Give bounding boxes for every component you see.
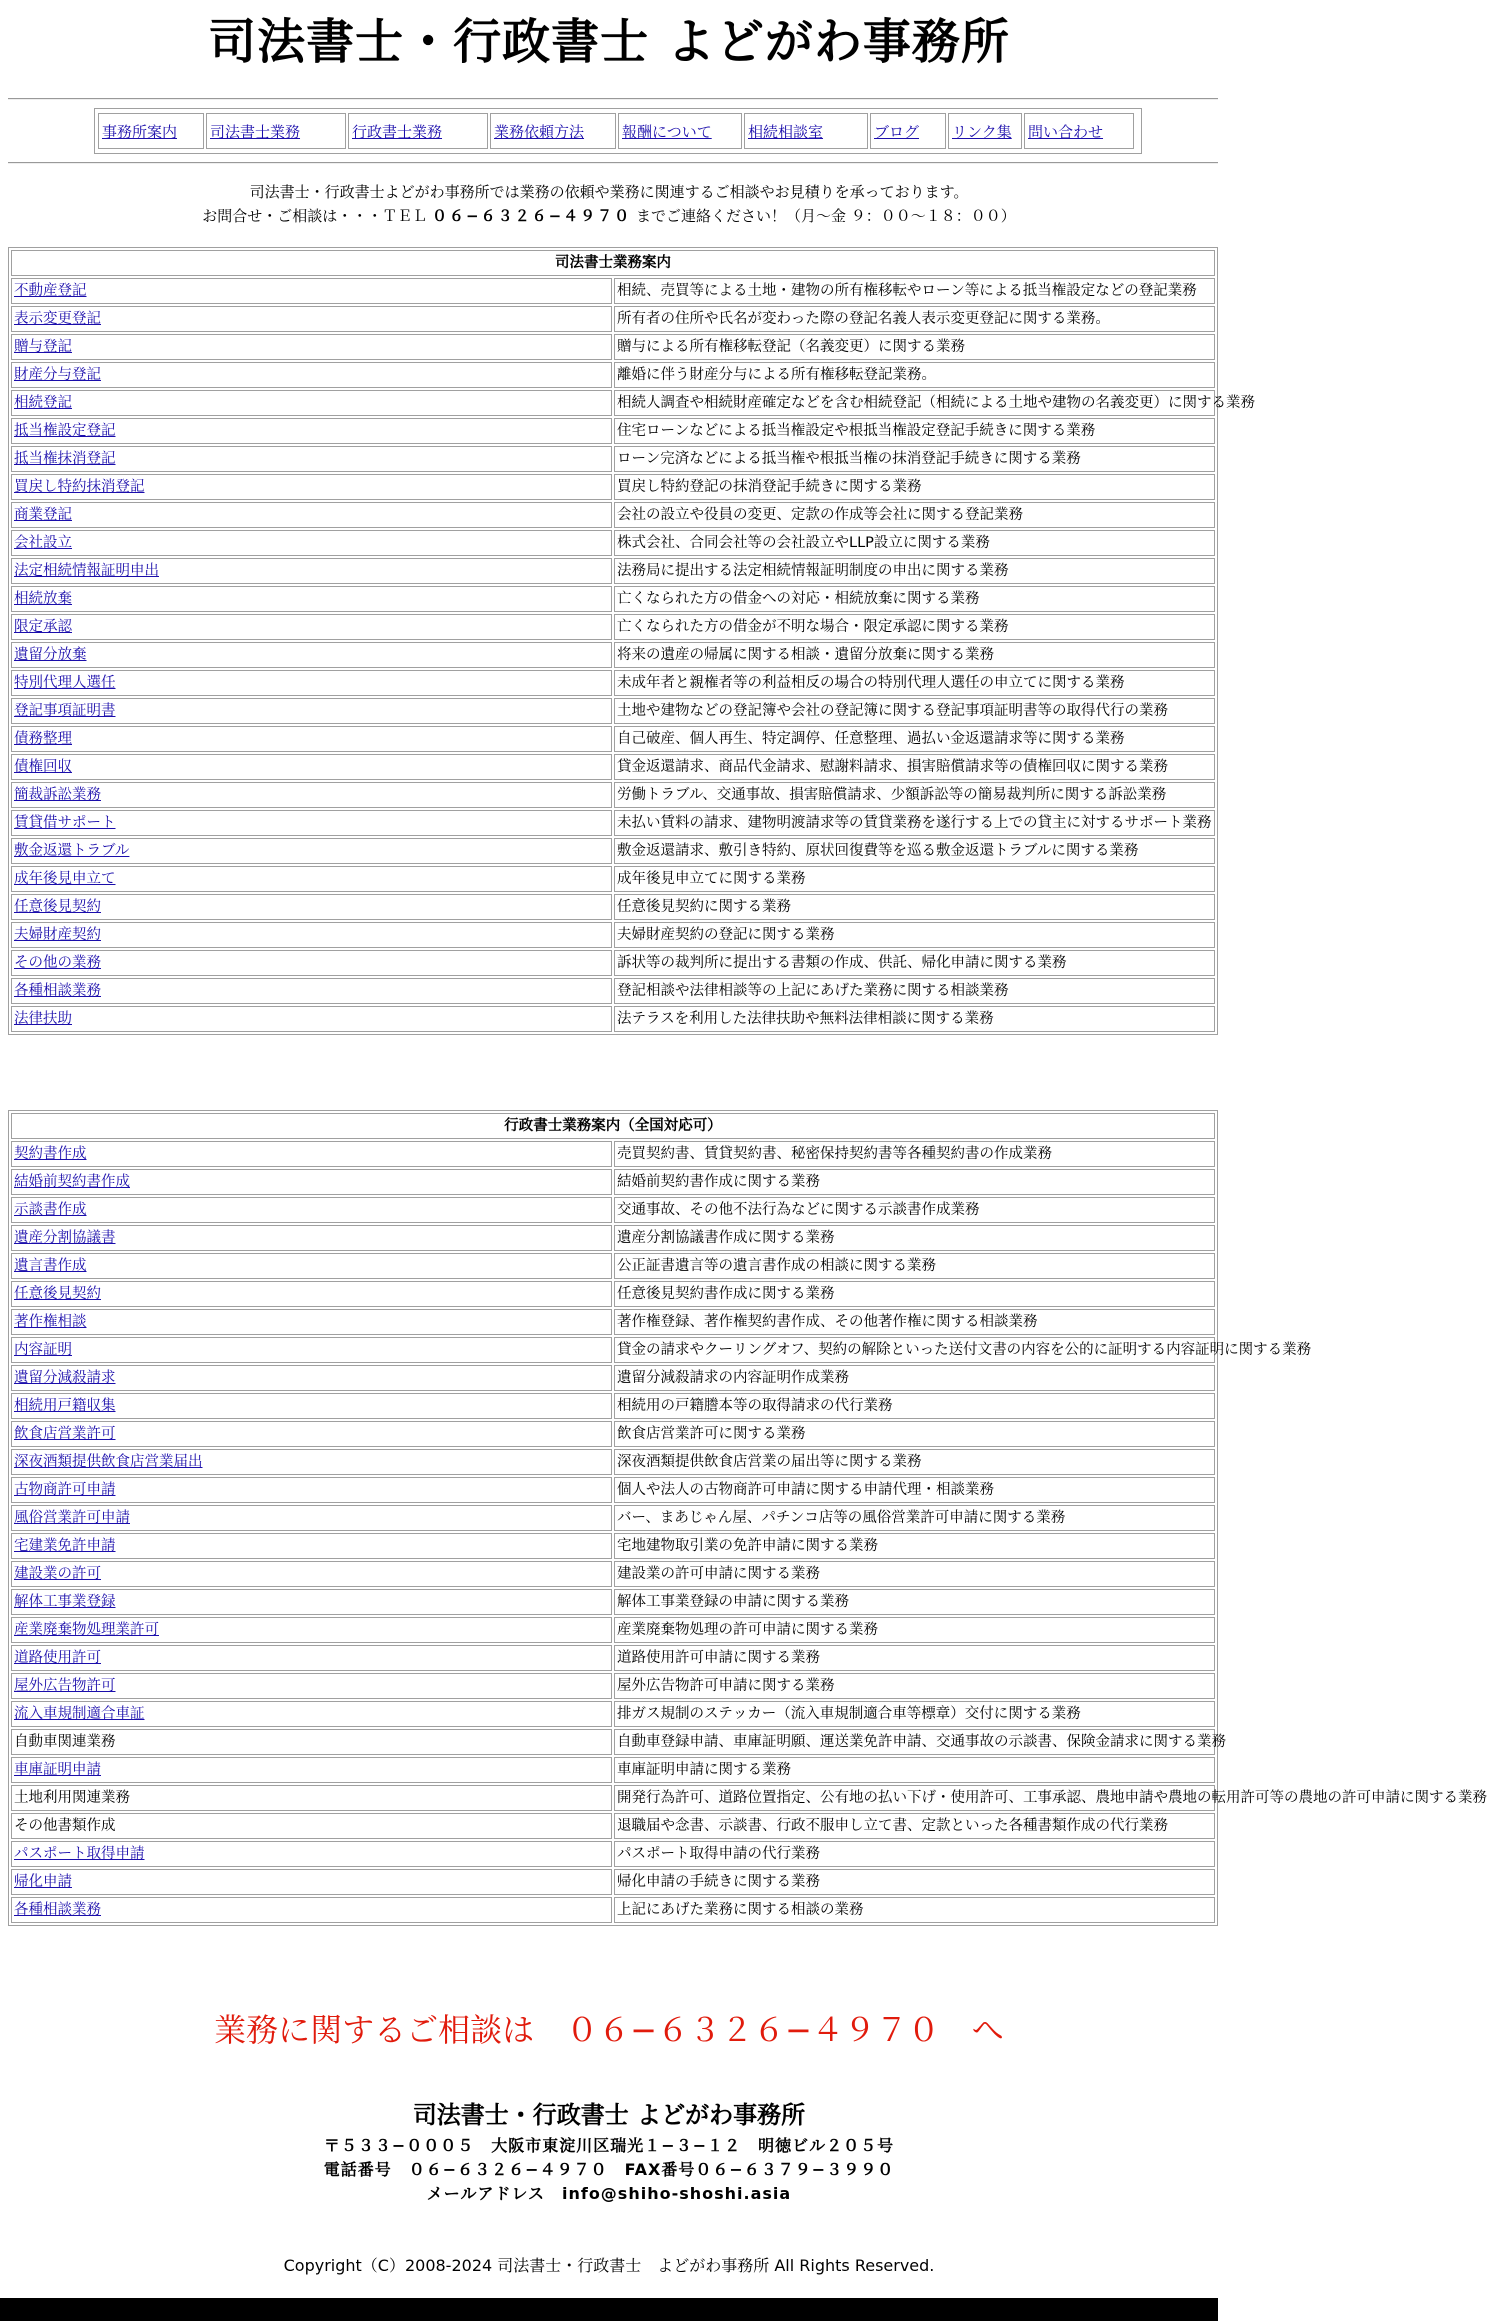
gyosei-row — [11, 1225, 1215, 1251]
gyosei-row — [11, 1169, 1215, 1195]
shiho-service-link[interactable]: 債務整理 — [14, 731, 72, 747]
shiho-service-link[interactable]: 敷金返還トラブル — [14, 843, 130, 859]
intro-text: 司法書士・行政書士よどがわ事務所では業務の依頼や業務に関連するご相談やお見積りを承っております。 — [249, 183, 969, 201]
gyosei-row — [11, 1617, 1215, 1643]
gyosei-service-description: 開発行為許可、道路位置指定、公有地の払い下げ・使用許可、工事承認、農地申請や農地の転用許可等の農地の許可申請に関する業務 — [614, 1785, 1215, 1811]
shiho-service-description: 所有者の住所や氏名が変わった際の登記名義人表示変更登記に関する業務。 — [614, 306, 1215, 332]
gyosei-service-name-cell — [11, 1673, 612, 1699]
shiho-service-description: 未成年者と親権者等の利益相反の場合の特別代理人選任の申立てに関する業務 — [614, 670, 1215, 696]
footer-office-name: 司法書士・行政書士 よどがわ事務所 — [412, 2101, 806, 2129]
shiho-service-link[interactable]: 債権回収 — [14, 759, 72, 775]
shiho-row — [11, 894, 1215, 920]
shiho-service-link[interactable]: 相続放棄 — [14, 591, 72, 607]
nav-contact[interactable]: 問い合わせ — [1024, 113, 1134, 149]
shiho-row — [11, 754, 1215, 780]
gyosei-service-name-cell — [11, 1253, 612, 1279]
gyosei-row — [11, 1897, 1215, 1923]
gyosei-service-name-cell — [11, 1365, 612, 1391]
gyosei-service-description: 建設業の許可申請に関する業務 — [614, 1561, 1215, 1587]
shiho-row — [11, 418, 1215, 444]
gyosei-service-link[interactable]: 任意後見契約 — [14, 1286, 101, 1302]
shiho-service-name-cell — [11, 306, 612, 332]
nav-blog[interactable]: ブログ — [870, 113, 946, 149]
gyosei-service-name-cell — [11, 1169, 612, 1195]
gyosei-service-description: 貸金の請求やクーリングオフ、契約の解除といった送付文書の内容を公的に証明する内容証明に関する業務 — [614, 1337, 1215, 1363]
gyosei-row — [11, 1197, 1215, 1223]
gyosei-service-name-cell — [11, 1197, 612, 1223]
gyosei-row — [11, 1561, 1215, 1587]
shiho-service-description: 成年後見申立てに関する業務 — [614, 866, 1215, 892]
shiho-service-link[interactable]: 表示変更登記 — [14, 311, 101, 327]
shiho-service-link[interactable]: 法律扶助 — [14, 1011, 72, 1027]
gyosei-row — [11, 1869, 1215, 1895]
gyosei-service-description: 排ガス規制のステッカー（流入車規制適合車等標章）交付に関する業務 — [614, 1701, 1215, 1727]
gyosei-row — [11, 1337, 1215, 1363]
gyosei-row — [11, 1505, 1215, 1531]
shiho-row — [11, 558, 1215, 584]
shiho-service-name-cell — [11, 586, 612, 612]
shiho-service-description: 相続人調査や相続財産確定などを含む相続登記（相続による土地や建物の名義変更）に関する業務 — [614, 390, 1215, 416]
gyosei-row — [11, 1785, 1215, 1811]
gyosei-service-name-cell — [11, 1505, 612, 1531]
gyosei-service-name-cell — [11, 1225, 612, 1251]
copyright: Copyright（C）2008-2024 司法書士・行政書士 よどがわ事務所 All Rights Reserved. — [283, 2256, 935, 2275]
shiho-service-name-cell — [11, 614, 612, 640]
bottom-bar — [0, 2298, 1218, 2321]
gyosei-service-description: パスポート取得申請の代行業務 — [614, 1841, 1215, 1867]
shiho-service-name-cell — [11, 474, 612, 500]
gyosei-service-link[interactable]: 古物商許可申請 — [14, 1482, 116, 1498]
gyosei-service-link[interactable]: 解体工事業登録 — [14, 1594, 116, 1610]
gyosei-row — [11, 1477, 1215, 1503]
shiho-service-description: 将来の遺産の帰属に関する相談・遺留分放棄に関する業務 — [614, 642, 1215, 668]
gyosei-service-description: 相続用の戸籍謄本等の取得請求の代行業務 — [614, 1393, 1215, 1419]
gyosei-row — [11, 1533, 1215, 1559]
shiho-service-name-cell — [11, 866, 612, 892]
gyosei-service-description: 任意後見契約書作成に関する業務 — [614, 1281, 1215, 1307]
shiho-row — [11, 586, 1215, 612]
nav-shiho-services[interactable]: 司法書士業務 — [206, 113, 346, 149]
gyosei-service-link[interactable]: 飲食店営業許可 — [14, 1426, 116, 1442]
gyosei-service-name: その他書類作成 — [14, 1818, 116, 1834]
gyosei-row — [11, 1813, 1215, 1839]
gyosei-service-link[interactable]: 各種相談業務 — [14, 1902, 101, 1918]
shiho-service-name-cell — [11, 418, 612, 444]
gyosei-service-name-cell — [11, 1561, 612, 1587]
shiho-service-description: 亡くなられた方の借金が不明な場合・限定承認に関する業務 — [614, 614, 1215, 640]
intro-contact-prefix: お問合せ・ご相談は・・・ＴＥＬ — [202, 207, 428, 225]
shiho-row — [11, 446, 1215, 472]
shiho-service-name-cell — [11, 1006, 612, 1032]
shiho-service-description: 夫婦財産契約の登記に関する業務 — [614, 922, 1215, 948]
shiho-service-link[interactable]: 任意後見契約 — [14, 899, 101, 915]
footer-address: 〒５３３−０００５ 大阪市東淀川区瑞光１−３−１２ 明徳ビル２０５号 — [323, 2136, 895, 2155]
shiho-service-name-cell — [11, 726, 612, 752]
gyosei-row — [11, 1281, 1215, 1307]
gyosei-service-link[interactable]: 深夜酒類提供飲食店営業届出 — [14, 1454, 203, 1470]
gyosei-service-link[interactable]: 著作権相談 — [14, 1314, 87, 1330]
gyosei-row — [11, 1589, 1215, 1615]
gyosei-service-description: 著作権登録、著作権契約書作成、その他著作権に関する相談業務 — [614, 1309, 1215, 1335]
gyosei-service-name-cell — [11, 1589, 612, 1615]
shiho-service-description: 貸金返還請求、商品代金請求、慰謝料請求、損害賠償請求等の債権回収に関する業務 — [614, 754, 1215, 780]
shiho-row — [11, 362, 1215, 388]
gyosei-service-name-cell — [11, 1785, 612, 1811]
shiho-service-description: 離婚に伴う財産分与による所有権移転登記業務。 — [614, 362, 1215, 388]
shiho-table-heading: 司法書士業務案内 — [11, 250, 1215, 276]
gyosei-service-description: 売買契約書、賃貸契約書、秘密保持契約書等各種契約書の作成業務 — [614, 1141, 1215, 1167]
shiho-service-description: 土地や建物などの登記簿や会社の登記簿に関する登記事項証明書等の取得代行の業務 — [614, 698, 1215, 724]
gyosei-service-name-cell — [11, 1421, 612, 1447]
shiho-row — [11, 642, 1215, 668]
shiho-service-name-cell — [11, 810, 612, 836]
shiho-service-name-cell — [11, 698, 612, 724]
shiho-row — [11, 838, 1215, 864]
shiho-service-name-cell — [11, 838, 612, 864]
shiho-service-link[interactable]: 登記事項証明書 — [14, 703, 116, 719]
gyosei-service-description: 個人や法人の古物商許可申請に関する申請代理・相談業務 — [614, 1477, 1215, 1503]
gyosei-service-link[interactable]: 結婚前契約書作成 — [14, 1174, 130, 1190]
shiho-service-description: 敷金返還請求、敷引き特約、原状回復費等を巡る敷金返還トラブルに関する業務 — [614, 838, 1215, 864]
shiho-row — [11, 726, 1215, 752]
gyosei-service-description: 帰化申請の手続きに関する業務 — [614, 1869, 1215, 1895]
shiho-service-description: 相続、売買等による土地・建物の所有権移転やローン等による抵当権設定などの登記業務 — [614, 278, 1215, 304]
shiho-service-name-cell — [11, 642, 612, 668]
gyosei-service-name-cell — [11, 1393, 612, 1419]
gyosei-row — [11, 1253, 1215, 1279]
gyosei-service-description: 遺留分減殺請求の内容証明作成業務 — [614, 1365, 1215, 1391]
shiho-service-link[interactable]: 買戻し特約抹消登記 — [14, 479, 145, 495]
main-nav — [94, 108, 1142, 154]
page-title: 司法書士・行政書士 よどがわ事務所 — [208, 14, 1010, 70]
shiho-service-description: 法務局に提出する法定相続情報証明制度の申出に関する業務 — [614, 558, 1215, 584]
shiho-service-link[interactable]: 抵当権設定登記 — [14, 423, 116, 439]
gyosei-row — [11, 1141, 1215, 1167]
shiho-services-table — [8, 247, 1255, 1035]
shiho-service-link[interactable]: 簡裁訴訟業務 — [14, 787, 101, 803]
shiho-service-description: 労働トラブル、交通事故、損害賠償請求、少額訴訟等の簡易裁判所に関する訴訟業務 — [614, 782, 1215, 808]
gyosei-service-name-cell — [11, 1533, 612, 1559]
shiho-row — [11, 278, 1215, 304]
gyosei-service-description: 屋外広告物許可申請に関する業務 — [614, 1673, 1215, 1699]
shiho-row — [11, 782, 1215, 808]
gyosei-service-name-cell — [11, 1645, 612, 1671]
gyosei-service-description: 車庫証明申請に関する業務 — [614, 1757, 1215, 1783]
shiho-service-link[interactable]: その他の業務 — [14, 955, 101, 971]
shiho-service-description: 贈与による所有権移転登記（名義変更）に関する業務 — [614, 334, 1215, 360]
shiho-service-link[interactable]: 相続登記 — [14, 395, 72, 411]
gyosei-service-description: 飲食店営業許可に関する業務 — [614, 1421, 1215, 1447]
shiho-service-name-cell — [11, 530, 612, 556]
nav-office-info[interactable]: 事務所案内 — [98, 113, 204, 149]
gyosei-service-link[interactable]: 産業廃棄物処理業許可 — [14, 1622, 159, 1638]
gyosei-service-link[interactable]: 遺産分割協議書 — [14, 1230, 116, 1246]
shiho-row — [11, 810, 1215, 836]
shiho-row — [11, 978, 1215, 1004]
gyosei-service-name-cell — [11, 1701, 612, 1727]
shiho-service-link[interactable]: 特別代理人選任 — [14, 675, 116, 691]
gyosei-service-name-cell — [11, 1141, 612, 1167]
shiho-service-name-cell — [11, 446, 612, 472]
gyosei-service-name-cell — [11, 1617, 612, 1643]
consult-banner: 業務に関するご相談は ０６−６３２６−４９７０ へ — [214, 2011, 1004, 2049]
gyosei-service-description: 宅地建物取引業の免許申請に関する業務 — [614, 1533, 1215, 1559]
gyosei-service-name-cell — [11, 1757, 612, 1783]
intro-contact — [0, 204, 1218, 228]
nav-inheritance-room[interactable]: 相続相談室 — [744, 113, 868, 149]
shiho-service-link[interactable]: 贈与登記 — [14, 339, 72, 355]
footer-phone: 電話番号 ０６−６３２６−４９７０ FAX番号０６−６３７９−３９９０ — [323, 2160, 895, 2179]
intro-contact-suffix: までご連絡ください！（月〜金 ９：００〜１８：００） — [635, 207, 1016, 225]
gyosei-service-name-cell — [11, 1897, 612, 1923]
shiho-service-link[interactable]: 各種相談業務 — [14, 983, 101, 999]
shiho-service-name-cell — [11, 922, 612, 948]
gyosei-service-description: 退職届や念書、示談書、行政不服申し立て書、定款といった各種書類作成の代行業務 — [614, 1813, 1215, 1839]
shiho-service-link[interactable]: 財産分与登記 — [14, 367, 101, 383]
gyosei-row — [11, 1421, 1215, 1447]
gyosei-service-name-cell — [11, 1309, 612, 1335]
nav-request-method[interactable]: 業務依頼方法 — [490, 113, 616, 149]
gyosei-service-link[interactable]: 屋外広告物許可 — [14, 1678, 116, 1694]
nav-fees[interactable]: 報酬について — [618, 113, 742, 149]
shiho-service-link[interactable]: 商業登記 — [14, 507, 72, 523]
shiho-service-name-cell — [11, 894, 612, 920]
shiho-row — [11, 306, 1215, 332]
shiho-service-description: 任意後見契約に関する業務 — [614, 894, 1215, 920]
shiho-service-name-cell — [11, 502, 612, 528]
gyosei-service-description: 自動車登録申請、車庫証明願、運送業免許申請、交通事故の示談書、保険金請求に関する業務 — [614, 1729, 1215, 1755]
gyosei-service-description: 深夜酒類提供飲食店営業の届出等に関する業務 — [614, 1449, 1215, 1475]
gyosei-service-link[interactable]: 遺言書作成 — [14, 1258, 87, 1274]
gyosei-row — [11, 1449, 1215, 1475]
shiho-row — [11, 922, 1215, 948]
shiho-service-description: 自己破産、個人再生、特定調停、任意整理、過払い金返還請求等に関する業務 — [614, 726, 1215, 752]
gyosei-service-link[interactable]: 車庫証明申請 — [14, 1762, 101, 1778]
gyosei-service-name-cell — [11, 1869, 612, 1895]
shiho-service-name-cell — [11, 670, 612, 696]
gyosei-service-description: バー、まあじゃん屋、パチンコ店等の風俗営業許可申請に関する業務 — [614, 1505, 1215, 1531]
gyosei-table-heading: 行政書士業務案内（全国対応可） — [11, 1113, 1215, 1139]
shiho-row — [11, 614, 1215, 640]
shiho-service-name-cell — [11, 278, 612, 304]
shiho-service-name-cell — [11, 978, 612, 1004]
nav-gyosei-services[interactable]: 行政書士業務 — [348, 113, 488, 149]
shiho-row — [11, 866, 1215, 892]
shiho-service-link[interactable]: 抵当権抹消登記 — [14, 451, 116, 467]
shiho-service-name-cell — [11, 950, 612, 976]
gyosei-service-link[interactable]: 遺留分減殺請求 — [14, 1370, 116, 1386]
shiho-service-description: ローン完済などによる抵当権や根抵当権の抹消登記手続きに関する業務 — [614, 446, 1215, 472]
shiho-row — [11, 474, 1215, 500]
shiho-service-description: 法テラスを利用した法律扶助や無料法律相談に関する業務 — [614, 1006, 1215, 1032]
gyosei-row — [11, 1757, 1215, 1783]
gyosei-service-link[interactable]: 道路使用許可 — [14, 1650, 101, 1666]
gyosei-service-name-cell — [11, 1477, 612, 1503]
gyosei-service-link[interactable]: 帰化申請 — [14, 1874, 72, 1890]
shiho-row — [11, 950, 1215, 976]
gyosei-row — [11, 1701, 1215, 1727]
gyosei-service-name: 土地利用関連業務 — [14, 1790, 130, 1806]
shiho-service-name-cell — [11, 782, 612, 808]
gyosei-service-link[interactable]: 流入車規制適合車証 — [14, 1706, 145, 1722]
shiho-row — [11, 698, 1215, 724]
shiho-row — [11, 502, 1215, 528]
shiho-row — [11, 390, 1215, 416]
shiho-service-description: 登記相談や法律相談等の上記にあげた業務に関する相談業務 — [614, 978, 1215, 1004]
gyosei-services-table — [8, 1110, 1487, 1926]
gyosei-service-description: 解体工事業登録の申請に関する業務 — [614, 1589, 1215, 1615]
gyosei-row — [11, 1309, 1215, 1335]
shiho-service-name-cell — [11, 334, 612, 360]
footer-email: メールアドレス info@shiho-shoshi.asia — [426, 2184, 792, 2203]
intro-tel: ０６−６３２６−４９７０ — [432, 207, 632, 225]
divider — [8, 162, 1218, 164]
shiho-service-description: 会社の設立や役員の変更、定款の作成等会社に関する登記業務 — [614, 502, 1215, 528]
shiho-service-description: 住宅ローンなどによる抵当権設定や根抵当権設定登記手続きに関する業務 — [614, 418, 1215, 444]
shiho-row — [11, 670, 1215, 696]
divider — [8, 98, 1218, 100]
gyosei-row — [11, 1365, 1215, 1391]
gyosei-service-name-cell — [11, 1813, 612, 1839]
gyosei-row — [11, 1673, 1215, 1699]
shiho-row — [11, 1006, 1215, 1032]
nav-links[interactable]: リンク集 — [948, 113, 1022, 149]
gyosei-service-description: 結婚前契約書作成に関する業務 — [614, 1169, 1215, 1195]
shiho-service-link[interactable]: 会社設立 — [14, 535, 72, 551]
shiho-service-description: 訴状等の裁判所に提出する書類の作成、供託、帰化申請に関する業務 — [614, 950, 1215, 976]
gyosei-row — [11, 1645, 1215, 1671]
gyosei-service-name-cell — [11, 1841, 612, 1867]
shiho-service-description: 亡くなられた方の借金への対応・相続放棄に関する業務 — [614, 586, 1215, 612]
gyosei-service-description: 公正証書遺言等の遺言書作成の相談に関する業務 — [614, 1253, 1215, 1279]
shiho-service-link[interactable]: 不動産登記 — [14, 283, 87, 299]
shiho-service-description: 株式会社、合同会社等の会社設立やLLP設立に関する業務 — [614, 530, 1215, 556]
shiho-service-name-cell — [11, 558, 612, 584]
gyosei-service-link[interactable]: 相続用戸籍収集 — [14, 1398, 116, 1414]
gyosei-service-link[interactable]: 示談書作成 — [14, 1202, 87, 1218]
gyosei-service-description: 産業廃棄物処理の許可申請に関する業務 — [614, 1617, 1215, 1643]
gyosei-service-link[interactable]: 宅建業免許申請 — [14, 1538, 116, 1554]
gyosei-row — [11, 1841, 1215, 1867]
gyosei-service-link[interactable]: 契約書作成 — [14, 1146, 87, 1162]
shiho-row — [11, 530, 1215, 556]
shiho-service-description: 買戻し特約登記の抹消登記手続きに関する業務 — [614, 474, 1215, 500]
shiho-service-link[interactable]: 夫婦財産契約 — [14, 927, 101, 943]
gyosei-service-description: 交通事故、その他不法行為などに関する示談書作成業務 — [614, 1197, 1215, 1223]
gyosei-service-link[interactable]: パスポート取得申請 — [14, 1846, 145, 1862]
gyosei-service-link[interactable]: 建設業の許可 — [14, 1566, 101, 1582]
shiho-service-name-cell — [11, 362, 612, 388]
gyosei-service-name-cell — [11, 1281, 612, 1307]
gyosei-service-link[interactable]: 風俗営業許可申請 — [14, 1510, 130, 1526]
gyosei-service-description: 遺産分割協議書作成に関する業務 — [614, 1225, 1215, 1251]
gyosei-row — [11, 1729, 1215, 1755]
shiho-service-link[interactable]: 賃貸借サポート — [14, 815, 116, 831]
gyosei-service-name: 自動車関連業務 — [14, 1734, 116, 1750]
gyosei-row — [11, 1393, 1215, 1419]
gyosei-service-description: 上記にあげた業務に関する相談の業務 — [614, 1897, 1215, 1923]
shiho-service-name-cell — [11, 754, 612, 780]
shiho-service-link[interactable]: 遺留分放棄 — [14, 647, 87, 663]
shiho-service-description: 未払い賃料の請求、建物明渡請求等の賃貸業務を遂行する上での貸主に対するサポート業務 — [614, 810, 1215, 836]
shiho-service-link[interactable]: 限定承認 — [14, 619, 72, 635]
gyosei-service-link[interactable]: 内容証明 — [14, 1342, 72, 1358]
shiho-row — [11, 334, 1215, 360]
gyosei-service-name-cell — [11, 1729, 612, 1755]
shiho-service-name-cell — [11, 390, 612, 416]
gyosei-service-description: 道路使用許可申請に関する業務 — [614, 1645, 1215, 1671]
shiho-service-link[interactable]: 成年後見申立て — [14, 871, 116, 887]
gyosei-service-name-cell — [11, 1449, 612, 1475]
gyosei-service-name-cell — [11, 1337, 612, 1363]
shiho-service-link[interactable]: 法定相続情報証明申出 — [14, 563, 159, 579]
